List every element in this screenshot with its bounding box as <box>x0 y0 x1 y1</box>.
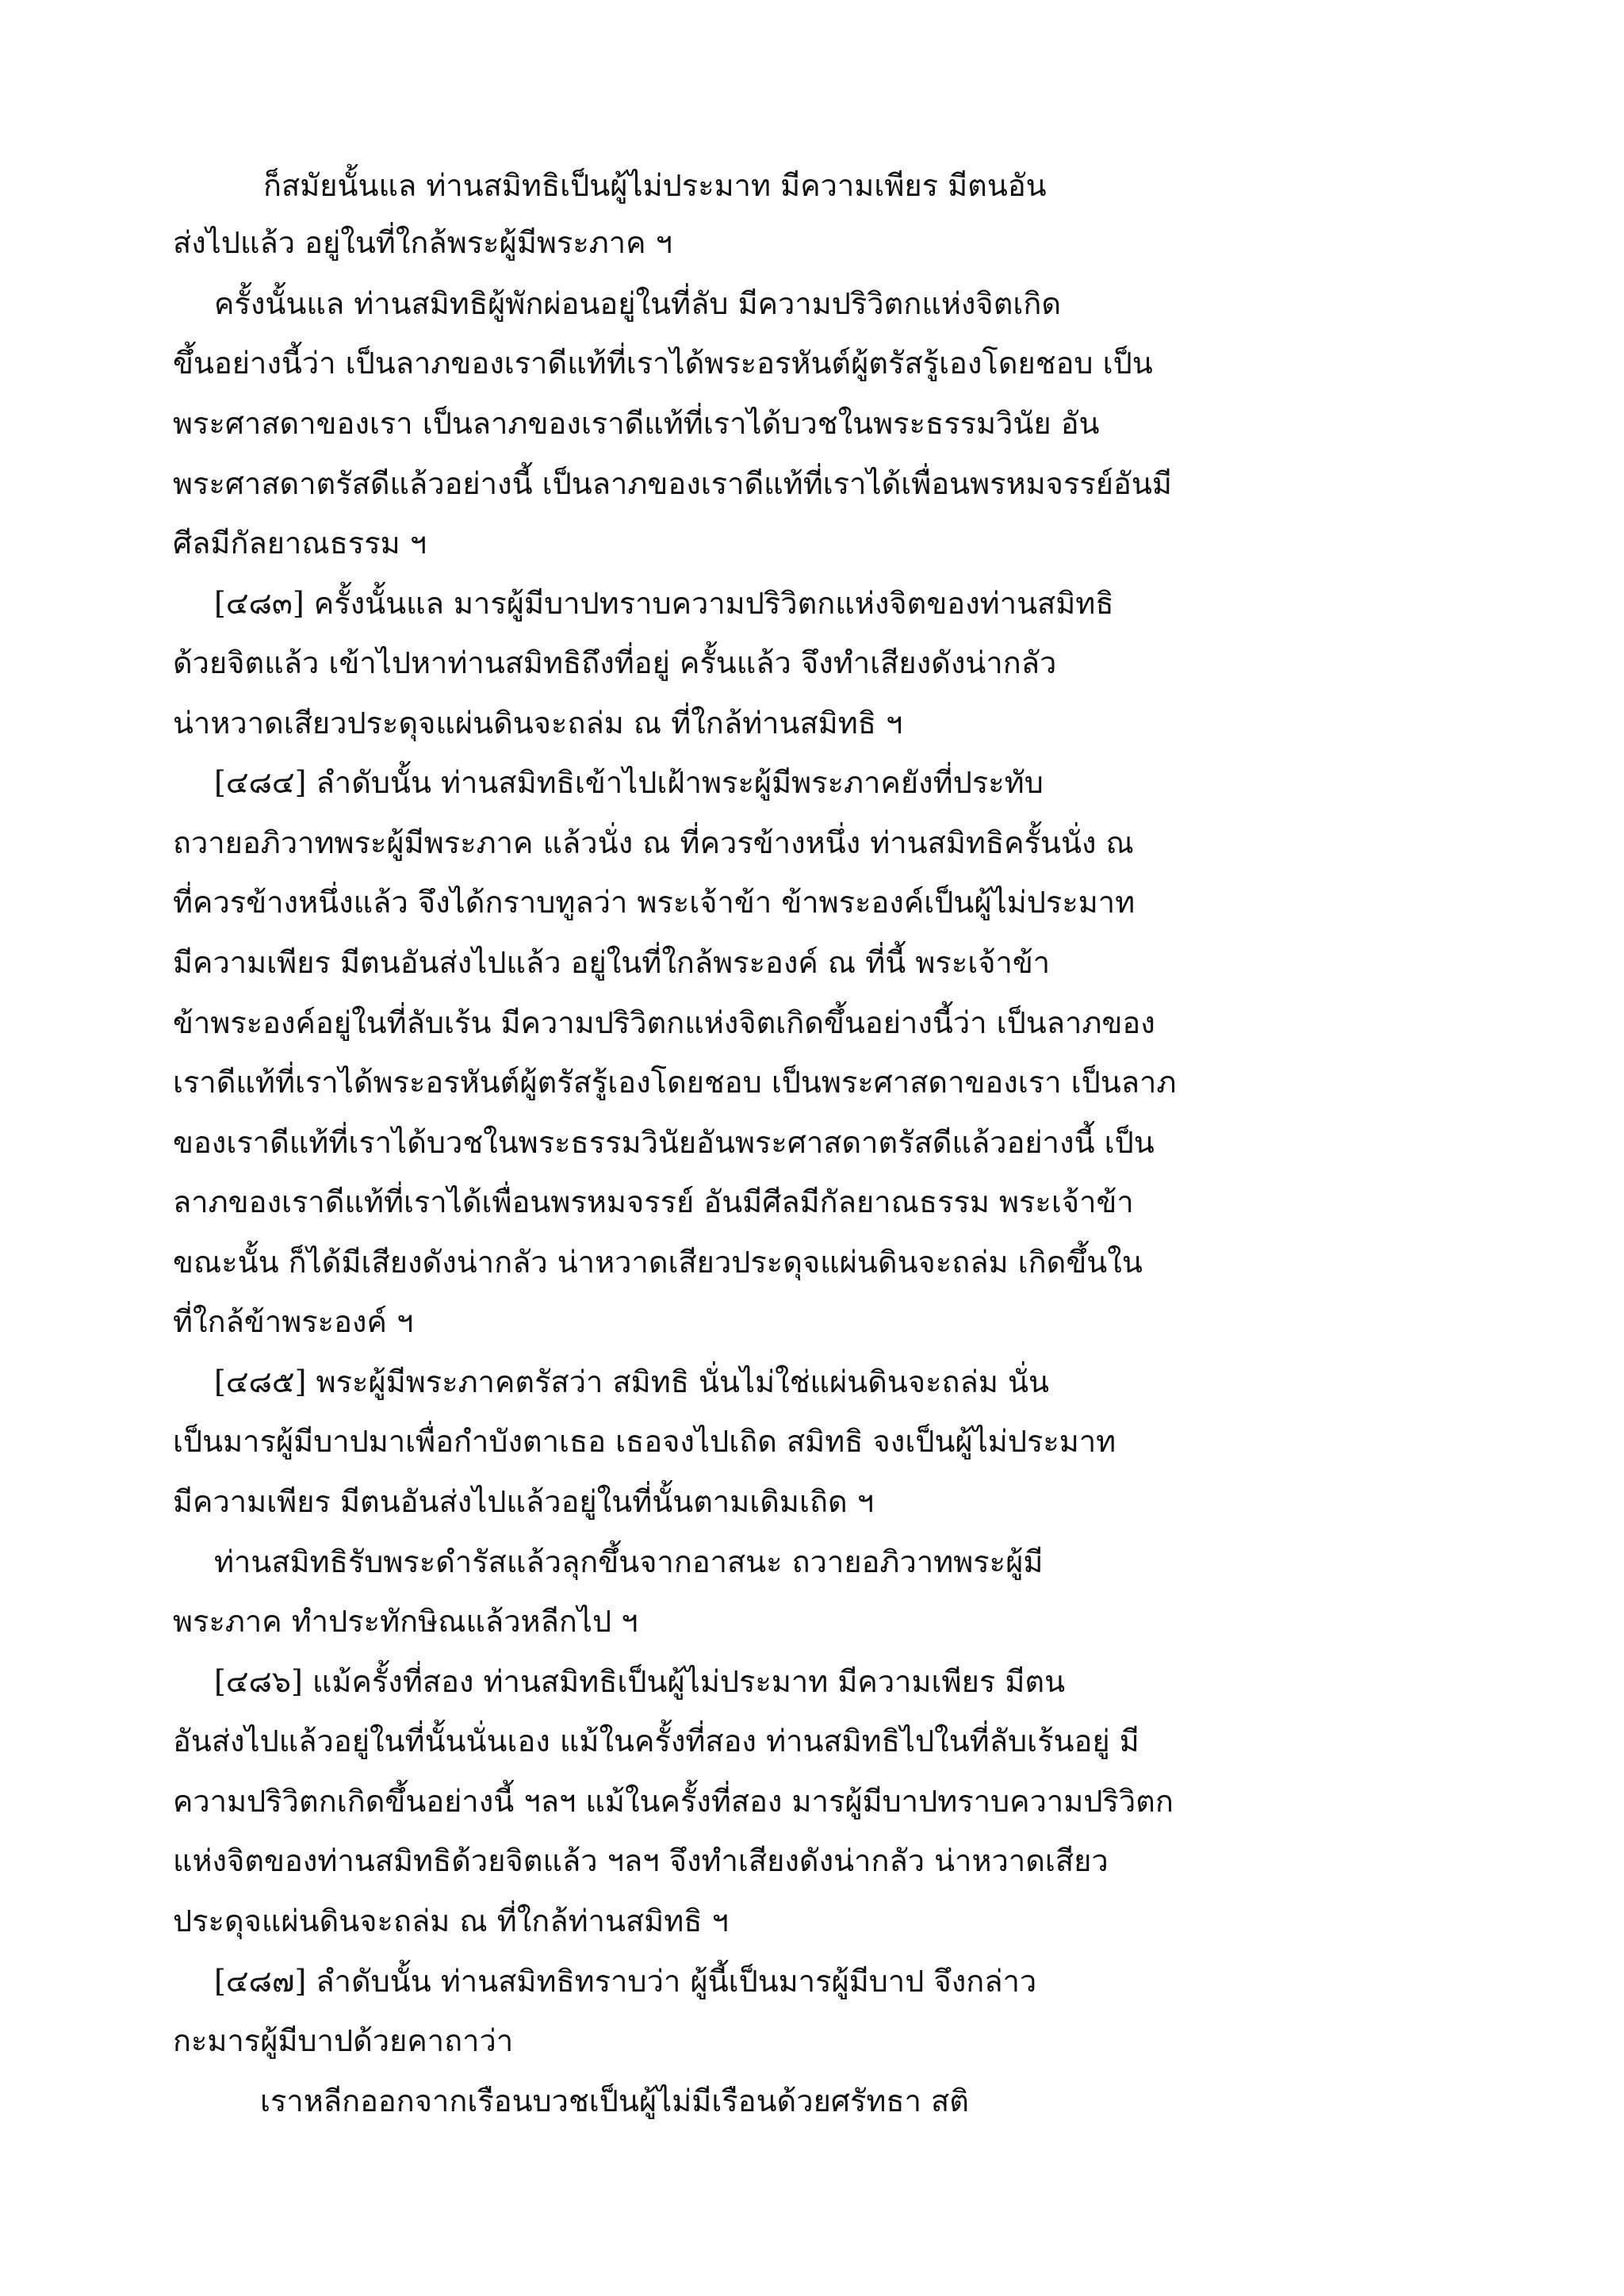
text-line: ส่งไปแล้ว อยู่ในที่ใกล้พระผู้มีพระภาค ฯ <box>173 225 672 260</box>
text-line: ขึ้นอย่างนี้ว่า เป็นลาภของเราดีแท้ที่เราได้พระอรหันต์ผู้ตรัสรู้เองโดยชอบ เป็น <box>173 346 1153 381</box>
text-line: ข้าพระองค์อยู่ในที่ลับเร้น มีความปริวิตกแห่งจิตเกิดขึ้นอย่างนี้ว่า เป็นลาภของ <box>173 1005 1155 1040</box>
text-line-paragraph-487: [๔๘๗] ลำดับนั้น ท่านสมิทธิทราบว่า ผู้นี้เป็นมารผู้มีบาป จึงกล่าว <box>214 1964 1037 1999</box>
text-line: กะมารผู้มีบาปด้วยคาถาว่า <box>173 2023 514 2058</box>
text-line: เราดีแท้ที่เราได้พระอรหันต์ผู้ตรัสรู้เองโดยชอบ เป็นพระศาสดาของเรา เป็นลาภ <box>173 1065 1177 1100</box>
text-line: แห่งจิตของท่านสมิทธิด้วยจิตแล้ว ฯลฯ จึงทำเสียงดังน่ากลัว น่าหวาดเสียว <box>173 1843 1109 1878</box>
text-line: ท่านสมิทธิรับพระดำรัสแล้วลุกขึ้นจากอาสนะ ถวายอภิวาทพระผู้มี <box>214 1544 1044 1579</box>
text-line-paragraph-486: [๔๘๖] แม้ครั้งที่สอง ท่านสมิทธิเป็นผู้ไม่ประมาท มีความเพียร มีตน <box>214 1664 1066 1699</box>
text-line: พระศาสดาของเรา เป็นลาภของเราดีแท้ที่เราได้บวชในพระธรรมวินัย อัน <box>173 406 1100 441</box>
text-line-paragraph-483: [๔๘๓] ครั้งนั้นแล มารผู้มีบาปทราบความปริวิตกแห่งจิตของท่านสมิทธิ <box>214 586 1114 621</box>
text-line: ขณะนั้น ก็ได้มีเสียงดังน่ากลัว น่าหวาดเสียวประดุจแผ่นดินจะถล่ม เกิดขึ้นใน <box>173 1245 1143 1280</box>
text-line: เป็นมารผู้มีบาปมาเพื่อกำบังตาเธอ เธอจงไปเถิด สมิทธิ จงเป็นผู้ไม่ประมาท <box>173 1424 1116 1459</box>
text-line: มีความเพียร มีตนอันส่งไปแล้วอยู่ในที่นั้นตามเดิมเถิด ฯ <box>173 1484 875 1519</box>
text-line-verse: เราหลีกออกจากเรือนบวชเป็นผู้ไม่มีเรือนด้วยศรัทธา สติ <box>260 2084 969 2118</box>
text-line-paragraph-485: [๔๘๕] พระผู้มีพระภาคตรัสว่า สมิทธิ นั่นไม่ใช่แผ่นดินจะถล่ม นั่น <box>214 1364 1049 1399</box>
text-line: ก็สมัยนั้นแล ท่านสมิทธิเป็นผู้ไม่ประมาท มีความเพียร มีตนอัน <box>263 168 1047 203</box>
text-line: ที่ควรข้างหนึ่งแล้ว จึงได้กราบทูลว่า พระเจ้าข้า ข้าพระองค์เป็นผู้ไม่ประมาท <box>173 885 1136 920</box>
text-line: ของเราดีแท้ที่เราได้บวชในพระธรรมวินัยอันพระศาสดาตรัสดีแล้วอย่างนี้ เป็น <box>173 1125 1155 1160</box>
text-line: ลาภของเราดีแท้ที่เราได้เพื่อนพรหมจรรย์ อันมีศีลมีกัลยาณธรรม พระเจ้าข้า <box>173 1184 1134 1219</box>
text-line: พระภาค ทำประทักษิณแล้วหลีกไป ฯ <box>173 1604 638 1639</box>
text-line: ด้วยจิตแล้ว เข้าไปหาท่านสมิทธิถึงที่อยู่ ครั้นแล้ว จึงทำเสียงดังน่ากลัว <box>173 645 1057 680</box>
text-line: ที่ใกล้ข้าพระองค์ ฯ <box>173 1304 414 1339</box>
text-line: ถวายอภิวาทพระผู้มีพระภาค แล้วนั่ง ณ ที่ควรข้างหนึ่ง ท่านสมิทธิครั้นนั่ง ณ <box>173 825 1134 860</box>
text-line: อันส่งไปแล้วอยู่ในที่นั้นนั่นเอง แม้ในครั้งที่สอง ท่านสมิทธิไปในที่ลับเร้นอยู่ มี <box>173 1724 1139 1758</box>
text-line: น่าหวาดเสียวประดุจแผ่นดินจะถล่ม ณ ที่ใกล้ท่านสมิทธิ ฯ <box>173 706 903 740</box>
text-line: พระศาสดาตรัสดีแล้วอย่างนี้ เป็นลาภของเราดีแท้ที่เราได้เพื่อนพรหมจรรย์อันมี <box>173 466 1172 501</box>
text-line: ความปริวิตกเกิดขึ้นอย่างนี้ ฯลฯ แม้ในครั้งที่สอง มารผู้มีบาปทราบความปริวิตก <box>173 1784 1174 1819</box>
text-line: ครั้งนั้นแล ท่านสมิทธิผู้พักผ่อนอยู่ในที่ลับ มีความปริวิตกแห่งจิตเกิด <box>214 286 1062 321</box>
text-line: ศีลมีกัลยาณธรรม ฯ <box>173 526 427 561</box>
text-line: ประดุจแผ่นดินจะถล่ม ณ ที่ใกล้ท่านสมิทธิ ฯ <box>173 1904 729 1938</box>
text-line-paragraph-484: [๔๘๔] ลำดับนั้น ท่านสมิทธิเข้าไปเฝ้าพระผู้มีพระภาคยังที่ประทับ <box>214 765 1044 800</box>
text-line: มีความเพียร มีตนอันส่งไปแล้ว อยู่ในที่ใกล้พระองค์ ณ ที่นี้ พระเจ้าข้า <box>173 945 1051 980</box>
